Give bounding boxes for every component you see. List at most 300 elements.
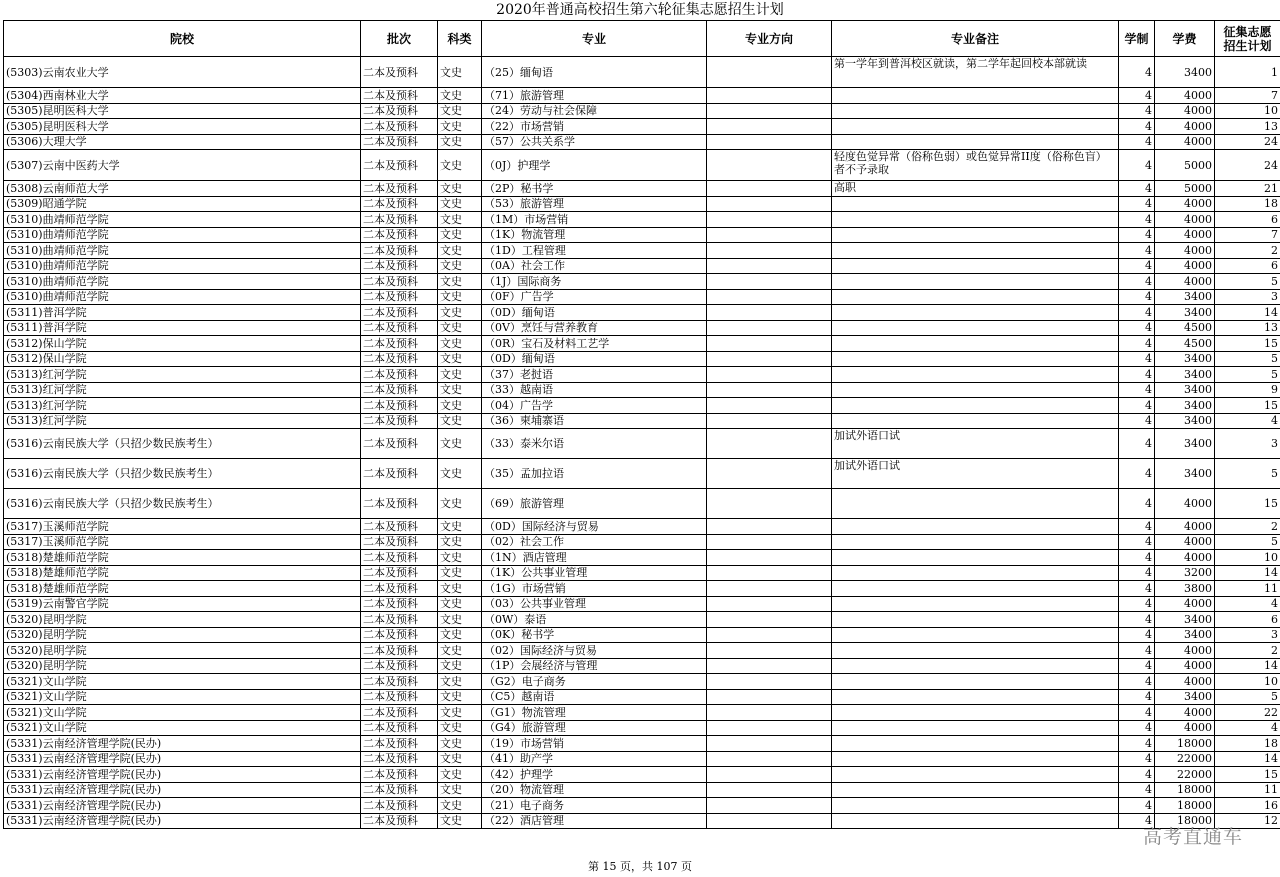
years-cell: 4 bbox=[1119, 612, 1155, 628]
category-cell: 文史 bbox=[438, 134, 482, 150]
fee-cell: 3400 bbox=[1155, 289, 1215, 305]
batch-cell: 二本及预科 bbox=[361, 119, 438, 135]
direction-cell bbox=[707, 489, 832, 519]
plan-cell: 3 bbox=[1215, 429, 1280, 459]
fee-cell: 3400 bbox=[1155, 305, 1215, 321]
school-cell: (5308)云南师范大学 bbox=[4, 181, 361, 197]
batch-cell: 二本及预科 bbox=[361, 519, 438, 535]
category-cell: 文史 bbox=[438, 627, 482, 643]
school-cell: (5309)昭通学院 bbox=[4, 196, 361, 212]
direction-cell bbox=[707, 258, 832, 274]
major-cell: （22）市场营销 bbox=[482, 119, 707, 135]
category-cell: 文史 bbox=[438, 119, 482, 135]
note-cell bbox=[832, 88, 1119, 104]
table-row bbox=[4, 643, 1280, 659]
major-cell: （22）酒店管理 bbox=[482, 813, 707, 829]
note-cell bbox=[832, 565, 1119, 581]
batch-cell: 二本及预科 bbox=[361, 782, 438, 798]
batch-cell: 二本及预科 bbox=[361, 550, 438, 566]
category-cell: 文史 bbox=[438, 550, 482, 566]
table-row bbox=[4, 88, 1280, 104]
years-cell: 4 bbox=[1119, 596, 1155, 612]
school-cell: (5321)文山学院 bbox=[4, 720, 361, 736]
direction-cell bbox=[707, 674, 832, 690]
table-row bbox=[4, 336, 1280, 352]
direction-cell bbox=[707, 196, 832, 212]
plan-cell: 24 bbox=[1215, 134, 1280, 150]
batch-cell: 二本及预科 bbox=[361, 243, 438, 259]
plan-cell: 16 bbox=[1215, 798, 1280, 814]
note-cell bbox=[832, 534, 1119, 550]
school-cell: (5310)曲靖师范学院 bbox=[4, 274, 361, 290]
major-cell: （41）助产学 bbox=[482, 751, 707, 767]
header-note: 专业备注 bbox=[832, 21, 1119, 57]
plan-cell: 4 bbox=[1215, 720, 1280, 736]
category-cell: 文史 bbox=[438, 596, 482, 612]
direction-cell bbox=[707, 320, 832, 336]
major-cell: （1M）市场营销 bbox=[482, 212, 707, 228]
batch-cell: 二本及预科 bbox=[361, 489, 438, 519]
plan-cell: 7 bbox=[1215, 227, 1280, 243]
major-cell: （0R）宝石及材料工艺学 bbox=[482, 336, 707, 352]
direction-cell bbox=[707, 150, 832, 181]
table-row bbox=[4, 429, 1280, 459]
batch-cell: 二本及预科 bbox=[361, 643, 438, 659]
years-cell: 4 bbox=[1119, 258, 1155, 274]
batch-cell: 二本及预科 bbox=[361, 689, 438, 705]
note-cell bbox=[832, 103, 1119, 119]
table-row bbox=[4, 534, 1280, 550]
note-cell bbox=[832, 705, 1119, 721]
fee-cell: 4000 bbox=[1155, 196, 1215, 212]
fee-cell: 4000 bbox=[1155, 134, 1215, 150]
batch-cell: 二本及预科 bbox=[361, 336, 438, 352]
header-category: 科类 bbox=[438, 21, 482, 57]
batch-cell: 二本及预科 bbox=[361, 320, 438, 336]
plan-cell: 14 bbox=[1215, 305, 1280, 321]
category-cell: 文史 bbox=[438, 181, 482, 197]
table-row bbox=[4, 813, 1280, 829]
major-cell: （21）电子商务 bbox=[482, 798, 707, 814]
fee-cell: 4000 bbox=[1155, 274, 1215, 290]
table-row bbox=[4, 550, 1280, 566]
table-row bbox=[4, 367, 1280, 383]
batch-cell: 二本及预科 bbox=[361, 212, 438, 228]
years-cell: 4 bbox=[1119, 689, 1155, 705]
school-cell: (5331)云南经济管理学院(民办) bbox=[4, 782, 361, 798]
batch-cell: 二本及预科 bbox=[361, 258, 438, 274]
years-cell: 4 bbox=[1119, 459, 1155, 489]
years-cell: 4 bbox=[1119, 398, 1155, 414]
years-cell: 4 bbox=[1119, 227, 1155, 243]
school-cell: (5320)昆明学院 bbox=[4, 643, 361, 659]
category-cell: 文史 bbox=[438, 581, 482, 597]
school-cell: (5311)普洱学院 bbox=[4, 305, 361, 321]
category-cell: 文史 bbox=[438, 643, 482, 659]
category-cell: 文史 bbox=[438, 736, 482, 752]
school-cell: (5316)云南民族大学（只招少数民族考生） bbox=[4, 459, 361, 489]
direction-cell bbox=[707, 705, 832, 721]
table-row bbox=[4, 459, 1280, 489]
years-cell: 4 bbox=[1119, 88, 1155, 104]
school-cell: (5311)普洱学院 bbox=[4, 320, 361, 336]
direction-cell bbox=[707, 367, 832, 383]
table-row bbox=[4, 596, 1280, 612]
batch-cell: 二本及预科 bbox=[361, 398, 438, 414]
years-cell: 4 bbox=[1119, 336, 1155, 352]
direction-cell bbox=[707, 689, 832, 705]
school-cell: (5310)曲靖师范学院 bbox=[4, 289, 361, 305]
plan-cell: 5 bbox=[1215, 689, 1280, 705]
years-cell: 4 bbox=[1119, 274, 1155, 290]
category-cell: 文史 bbox=[438, 612, 482, 628]
fee-cell: 4000 bbox=[1155, 596, 1215, 612]
table-row bbox=[4, 736, 1280, 752]
plan-cell: 9 bbox=[1215, 382, 1280, 398]
note-cell bbox=[832, 596, 1119, 612]
note-cell bbox=[832, 798, 1119, 814]
years-cell: 4 bbox=[1119, 643, 1155, 659]
note-cell bbox=[832, 351, 1119, 367]
years-cell: 4 bbox=[1119, 103, 1155, 119]
school-cell: (5310)曲靖师范学院 bbox=[4, 258, 361, 274]
fee-cell: 18000 bbox=[1155, 813, 1215, 829]
note-cell bbox=[832, 320, 1119, 336]
note-cell bbox=[832, 243, 1119, 259]
category-cell: 文史 bbox=[438, 258, 482, 274]
fee-cell: 4000 bbox=[1155, 489, 1215, 519]
plan-cell: 10 bbox=[1215, 550, 1280, 566]
category-cell: 文史 bbox=[438, 689, 482, 705]
category-cell: 文史 bbox=[438, 519, 482, 535]
major-cell: （57）公共关系学 bbox=[482, 134, 707, 150]
batch-cell: 二本及预科 bbox=[361, 565, 438, 581]
fee-cell: 3400 bbox=[1155, 627, 1215, 643]
direction-cell bbox=[707, 413, 832, 429]
major-cell: （1P）会展经济与管理 bbox=[482, 658, 707, 674]
fee-cell: 4000 bbox=[1155, 88, 1215, 104]
direction-cell bbox=[707, 581, 832, 597]
school-cell: (5310)曲靖师范学院 bbox=[4, 243, 361, 259]
fee-cell: 4000 bbox=[1155, 643, 1215, 659]
table-row bbox=[4, 751, 1280, 767]
category-cell: 文史 bbox=[438, 751, 482, 767]
years-cell: 4 bbox=[1119, 658, 1155, 674]
page-footer: 第 15 页，共 107 页 bbox=[588, 860, 692, 873]
years-cell: 4 bbox=[1119, 489, 1155, 519]
fee-cell: 4000 bbox=[1155, 103, 1215, 119]
table-row bbox=[4, 289, 1280, 305]
batch-cell: 二本及预科 bbox=[361, 367, 438, 383]
batch-cell: 二本及预科 bbox=[361, 705, 438, 721]
school-cell: (5312)保山学院 bbox=[4, 336, 361, 352]
years-cell: 4 bbox=[1119, 782, 1155, 798]
header-fee: 学费 bbox=[1155, 21, 1215, 57]
major-cell: （0W）泰语 bbox=[482, 612, 707, 628]
major-cell: （04）广告学 bbox=[482, 398, 707, 414]
plan-cell: 5 bbox=[1215, 367, 1280, 383]
plan-cell: 1 bbox=[1215, 57, 1280, 88]
major-cell: （53）旅游管理 bbox=[482, 196, 707, 212]
note-cell bbox=[832, 289, 1119, 305]
batch-cell: 二本及预科 bbox=[361, 720, 438, 736]
years-cell: 4 bbox=[1119, 798, 1155, 814]
years-cell: 4 bbox=[1119, 57, 1155, 88]
note-cell bbox=[832, 658, 1119, 674]
table-body bbox=[4, 57, 1280, 829]
fee-cell: 3800 bbox=[1155, 581, 1215, 597]
direction-cell bbox=[707, 627, 832, 643]
school-cell: (5310)曲靖师范学院 bbox=[4, 212, 361, 228]
school-cell: (5317)玉溪师范学院 bbox=[4, 534, 361, 550]
category-cell: 文史 bbox=[438, 243, 482, 259]
fee-cell: 3400 bbox=[1155, 429, 1215, 459]
fee-cell: 3400 bbox=[1155, 413, 1215, 429]
years-cell: 4 bbox=[1119, 367, 1155, 383]
fee-cell: 3400 bbox=[1155, 398, 1215, 414]
note-cell bbox=[832, 305, 1119, 321]
major-cell: （2P）秘书学 bbox=[482, 181, 707, 197]
school-cell: (5319)云南警官学院 bbox=[4, 596, 361, 612]
enrollment-plan-table bbox=[3, 20, 1280, 829]
header-major: 专业 bbox=[482, 21, 707, 57]
years-cell: 4 bbox=[1119, 305, 1155, 321]
plan-cell: 10 bbox=[1215, 674, 1280, 690]
note-cell bbox=[832, 274, 1119, 290]
school-cell: (5331)云南经济管理学院(民办) bbox=[4, 736, 361, 752]
major-cell: （20）物流管理 bbox=[482, 782, 707, 798]
school-cell: (5313)红河学院 bbox=[4, 382, 361, 398]
header-plan bbox=[1215, 21, 1280, 57]
table-row bbox=[4, 767, 1280, 783]
direction-cell bbox=[707, 243, 832, 259]
major-cell: （G2）电子商务 bbox=[482, 674, 707, 690]
category-cell: 文史 bbox=[438, 798, 482, 814]
table-row bbox=[4, 689, 1280, 705]
school-cell: (5331)云南经济管理学院(民办) bbox=[4, 798, 361, 814]
years-cell: 4 bbox=[1119, 519, 1155, 535]
table-row bbox=[4, 674, 1280, 690]
fee-cell: 4000 bbox=[1155, 674, 1215, 690]
batch-cell: 二本及预科 bbox=[361, 736, 438, 752]
fee-cell: 22000 bbox=[1155, 751, 1215, 767]
school-cell: (5318)楚雄师范学院 bbox=[4, 581, 361, 597]
fee-cell: 3400 bbox=[1155, 459, 1215, 489]
document-title: 2020年普通高校招生第六轮征集志愿招生计划 bbox=[496, 2, 784, 18]
years-cell: 4 bbox=[1119, 751, 1155, 767]
category-cell: 文史 bbox=[438, 489, 482, 519]
category-cell: 文史 bbox=[438, 103, 482, 119]
note-cell bbox=[832, 751, 1119, 767]
table-row bbox=[4, 305, 1280, 321]
table-row bbox=[4, 119, 1280, 135]
fee-cell: 4500 bbox=[1155, 336, 1215, 352]
school-cell: (5307)云南中医药大学 bbox=[4, 150, 361, 181]
plan-cell: 14 bbox=[1215, 751, 1280, 767]
major-cell: （42）护理学 bbox=[482, 767, 707, 783]
years-cell: 4 bbox=[1119, 150, 1155, 181]
batch-cell: 二本及预科 bbox=[361, 150, 438, 181]
watermark: 高考直通车 bbox=[1143, 826, 1244, 848]
direction-cell bbox=[707, 798, 832, 814]
plan-cell: 15 bbox=[1215, 398, 1280, 414]
header-direction: 专业方向 bbox=[707, 21, 832, 57]
years-cell: 4 bbox=[1119, 289, 1155, 305]
years-cell: 4 bbox=[1119, 627, 1155, 643]
note-cell bbox=[832, 782, 1119, 798]
direction-cell bbox=[707, 612, 832, 628]
table-row bbox=[4, 196, 1280, 212]
direction-cell bbox=[707, 305, 832, 321]
batch-cell: 二本及预科 bbox=[361, 134, 438, 150]
table-row bbox=[4, 243, 1280, 259]
school-cell: (5310)曲靖师范学院 bbox=[4, 227, 361, 243]
direction-cell bbox=[707, 119, 832, 135]
direction-cell bbox=[707, 767, 832, 783]
school-cell: (5317)玉溪师范学院 bbox=[4, 519, 361, 535]
years-cell: 4 bbox=[1119, 581, 1155, 597]
major-cell: （03）公共事业管理 bbox=[482, 596, 707, 612]
plan-cell: 5 bbox=[1215, 274, 1280, 290]
fee-cell: 3200 bbox=[1155, 565, 1215, 581]
note-cell bbox=[832, 398, 1119, 414]
category-cell: 文史 bbox=[438, 57, 482, 88]
category-cell: 文史 bbox=[438, 88, 482, 104]
plan-cell: 24 bbox=[1215, 150, 1280, 181]
major-cell: （24）劳动与社会保障 bbox=[482, 103, 707, 119]
fee-cell: 3400 bbox=[1155, 351, 1215, 367]
category-cell: 文史 bbox=[438, 767, 482, 783]
years-cell: 4 bbox=[1119, 736, 1155, 752]
fee-cell: 4000 bbox=[1155, 550, 1215, 566]
table-row bbox=[4, 798, 1280, 814]
table-row bbox=[4, 565, 1280, 581]
category-cell: 文史 bbox=[438, 196, 482, 212]
direction-cell bbox=[707, 429, 832, 459]
batch-cell: 二本及预科 bbox=[361, 103, 438, 119]
note-cell: 加试外语口试 bbox=[832, 459, 1119, 489]
batch-cell: 二本及预科 bbox=[361, 413, 438, 429]
major-cell: （G1）物流管理 bbox=[482, 705, 707, 721]
batch-cell: 二本及预科 bbox=[361, 196, 438, 212]
note-cell bbox=[832, 134, 1119, 150]
table-row bbox=[4, 398, 1280, 414]
category-cell: 文史 bbox=[438, 720, 482, 736]
direction-cell bbox=[707, 782, 832, 798]
school-cell: (5321)文山学院 bbox=[4, 674, 361, 690]
fee-cell: 4000 bbox=[1155, 212, 1215, 228]
fee-cell: 3400 bbox=[1155, 612, 1215, 628]
direction-cell bbox=[707, 351, 832, 367]
plan-cell: 4 bbox=[1215, 413, 1280, 429]
note-cell bbox=[832, 119, 1119, 135]
fee-cell: 4000 bbox=[1155, 534, 1215, 550]
major-cell: （0J）护理学 bbox=[482, 150, 707, 181]
direction-cell bbox=[707, 227, 832, 243]
batch-cell: 二本及预科 bbox=[361, 429, 438, 459]
years-cell: 4 bbox=[1119, 243, 1155, 259]
years-cell: 4 bbox=[1119, 320, 1155, 336]
years-cell: 4 bbox=[1119, 429, 1155, 459]
batch-cell: 二本及预科 bbox=[361, 658, 438, 674]
table-row bbox=[4, 181, 1280, 197]
school-cell: (5331)云南经济管理学院(民办) bbox=[4, 813, 361, 829]
years-cell: 4 bbox=[1119, 705, 1155, 721]
plan-cell: 10 bbox=[1215, 103, 1280, 119]
direction-cell bbox=[707, 596, 832, 612]
plan-cell: 21 bbox=[1215, 181, 1280, 197]
note-cell bbox=[832, 489, 1119, 519]
category-cell: 文史 bbox=[438, 320, 482, 336]
fee-cell: 4000 bbox=[1155, 258, 1215, 274]
major-cell: （0D）缅甸语 bbox=[482, 305, 707, 321]
batch-cell: 二本及预科 bbox=[361, 813, 438, 829]
batch-cell: 二本及预科 bbox=[361, 181, 438, 197]
school-cell: (5331)云南经济管理学院(民办) bbox=[4, 751, 361, 767]
school-cell: (5320)昆明学院 bbox=[4, 612, 361, 628]
table-row bbox=[4, 274, 1280, 290]
category-cell: 文史 bbox=[438, 150, 482, 181]
school-cell: (5321)文山学院 bbox=[4, 705, 361, 721]
plan-cell: 11 bbox=[1215, 581, 1280, 597]
years-cell: 4 bbox=[1119, 351, 1155, 367]
major-cell: （0F）广告学 bbox=[482, 289, 707, 305]
direction-cell bbox=[707, 88, 832, 104]
direction-cell bbox=[707, 459, 832, 489]
plan-cell: 2 bbox=[1215, 243, 1280, 259]
note-cell bbox=[832, 627, 1119, 643]
fee-cell: 4000 bbox=[1155, 519, 1215, 535]
note-cell bbox=[832, 382, 1119, 398]
school-cell: (5305)昆明医科大学 bbox=[4, 103, 361, 119]
category-cell: 文史 bbox=[438, 336, 482, 352]
batch-cell: 二本及预科 bbox=[361, 596, 438, 612]
major-cell: （37）老挝语 bbox=[482, 367, 707, 383]
major-cell: （1K）公共事业管理 bbox=[482, 565, 707, 581]
table-row bbox=[4, 705, 1280, 721]
school-cell: (5303)云南农业大学 bbox=[4, 57, 361, 88]
fee-cell: 4000 bbox=[1155, 720, 1215, 736]
direction-cell bbox=[707, 643, 832, 659]
plan-cell: 15 bbox=[1215, 767, 1280, 783]
years-cell: 4 bbox=[1119, 720, 1155, 736]
major-cell: （33）越南语 bbox=[482, 382, 707, 398]
years-cell: 4 bbox=[1119, 382, 1155, 398]
category-cell: 文史 bbox=[438, 351, 482, 367]
note-cell: 第一学年到普洱校区就读，第二学年起回校本部就读 bbox=[832, 57, 1119, 88]
fee-cell: 18000 bbox=[1155, 736, 1215, 752]
school-cell: (5331)云南经济管理学院(民办) bbox=[4, 767, 361, 783]
major-cell: （19）市场营销 bbox=[482, 736, 707, 752]
note-cell bbox=[832, 550, 1119, 566]
direction-cell bbox=[707, 720, 832, 736]
category-cell: 文史 bbox=[438, 813, 482, 829]
header-school: 院校 bbox=[4, 21, 361, 57]
years-cell: 4 bbox=[1119, 212, 1155, 228]
major-cell: （1N）酒店管理 bbox=[482, 550, 707, 566]
note-cell bbox=[832, 813, 1119, 829]
major-cell: （02）国际经济与贸易 bbox=[482, 643, 707, 659]
header-years: 学制 bbox=[1119, 21, 1155, 57]
batch-cell: 二本及预科 bbox=[361, 351, 438, 367]
major-cell: （0V）烹饪与营养教育 bbox=[482, 320, 707, 336]
years-cell: 4 bbox=[1119, 119, 1155, 135]
note-cell bbox=[832, 767, 1119, 783]
plan-cell: 5 bbox=[1215, 459, 1280, 489]
years-cell: 4 bbox=[1119, 196, 1155, 212]
plan-cell: 11 bbox=[1215, 782, 1280, 798]
batch-cell: 二本及预科 bbox=[361, 227, 438, 243]
